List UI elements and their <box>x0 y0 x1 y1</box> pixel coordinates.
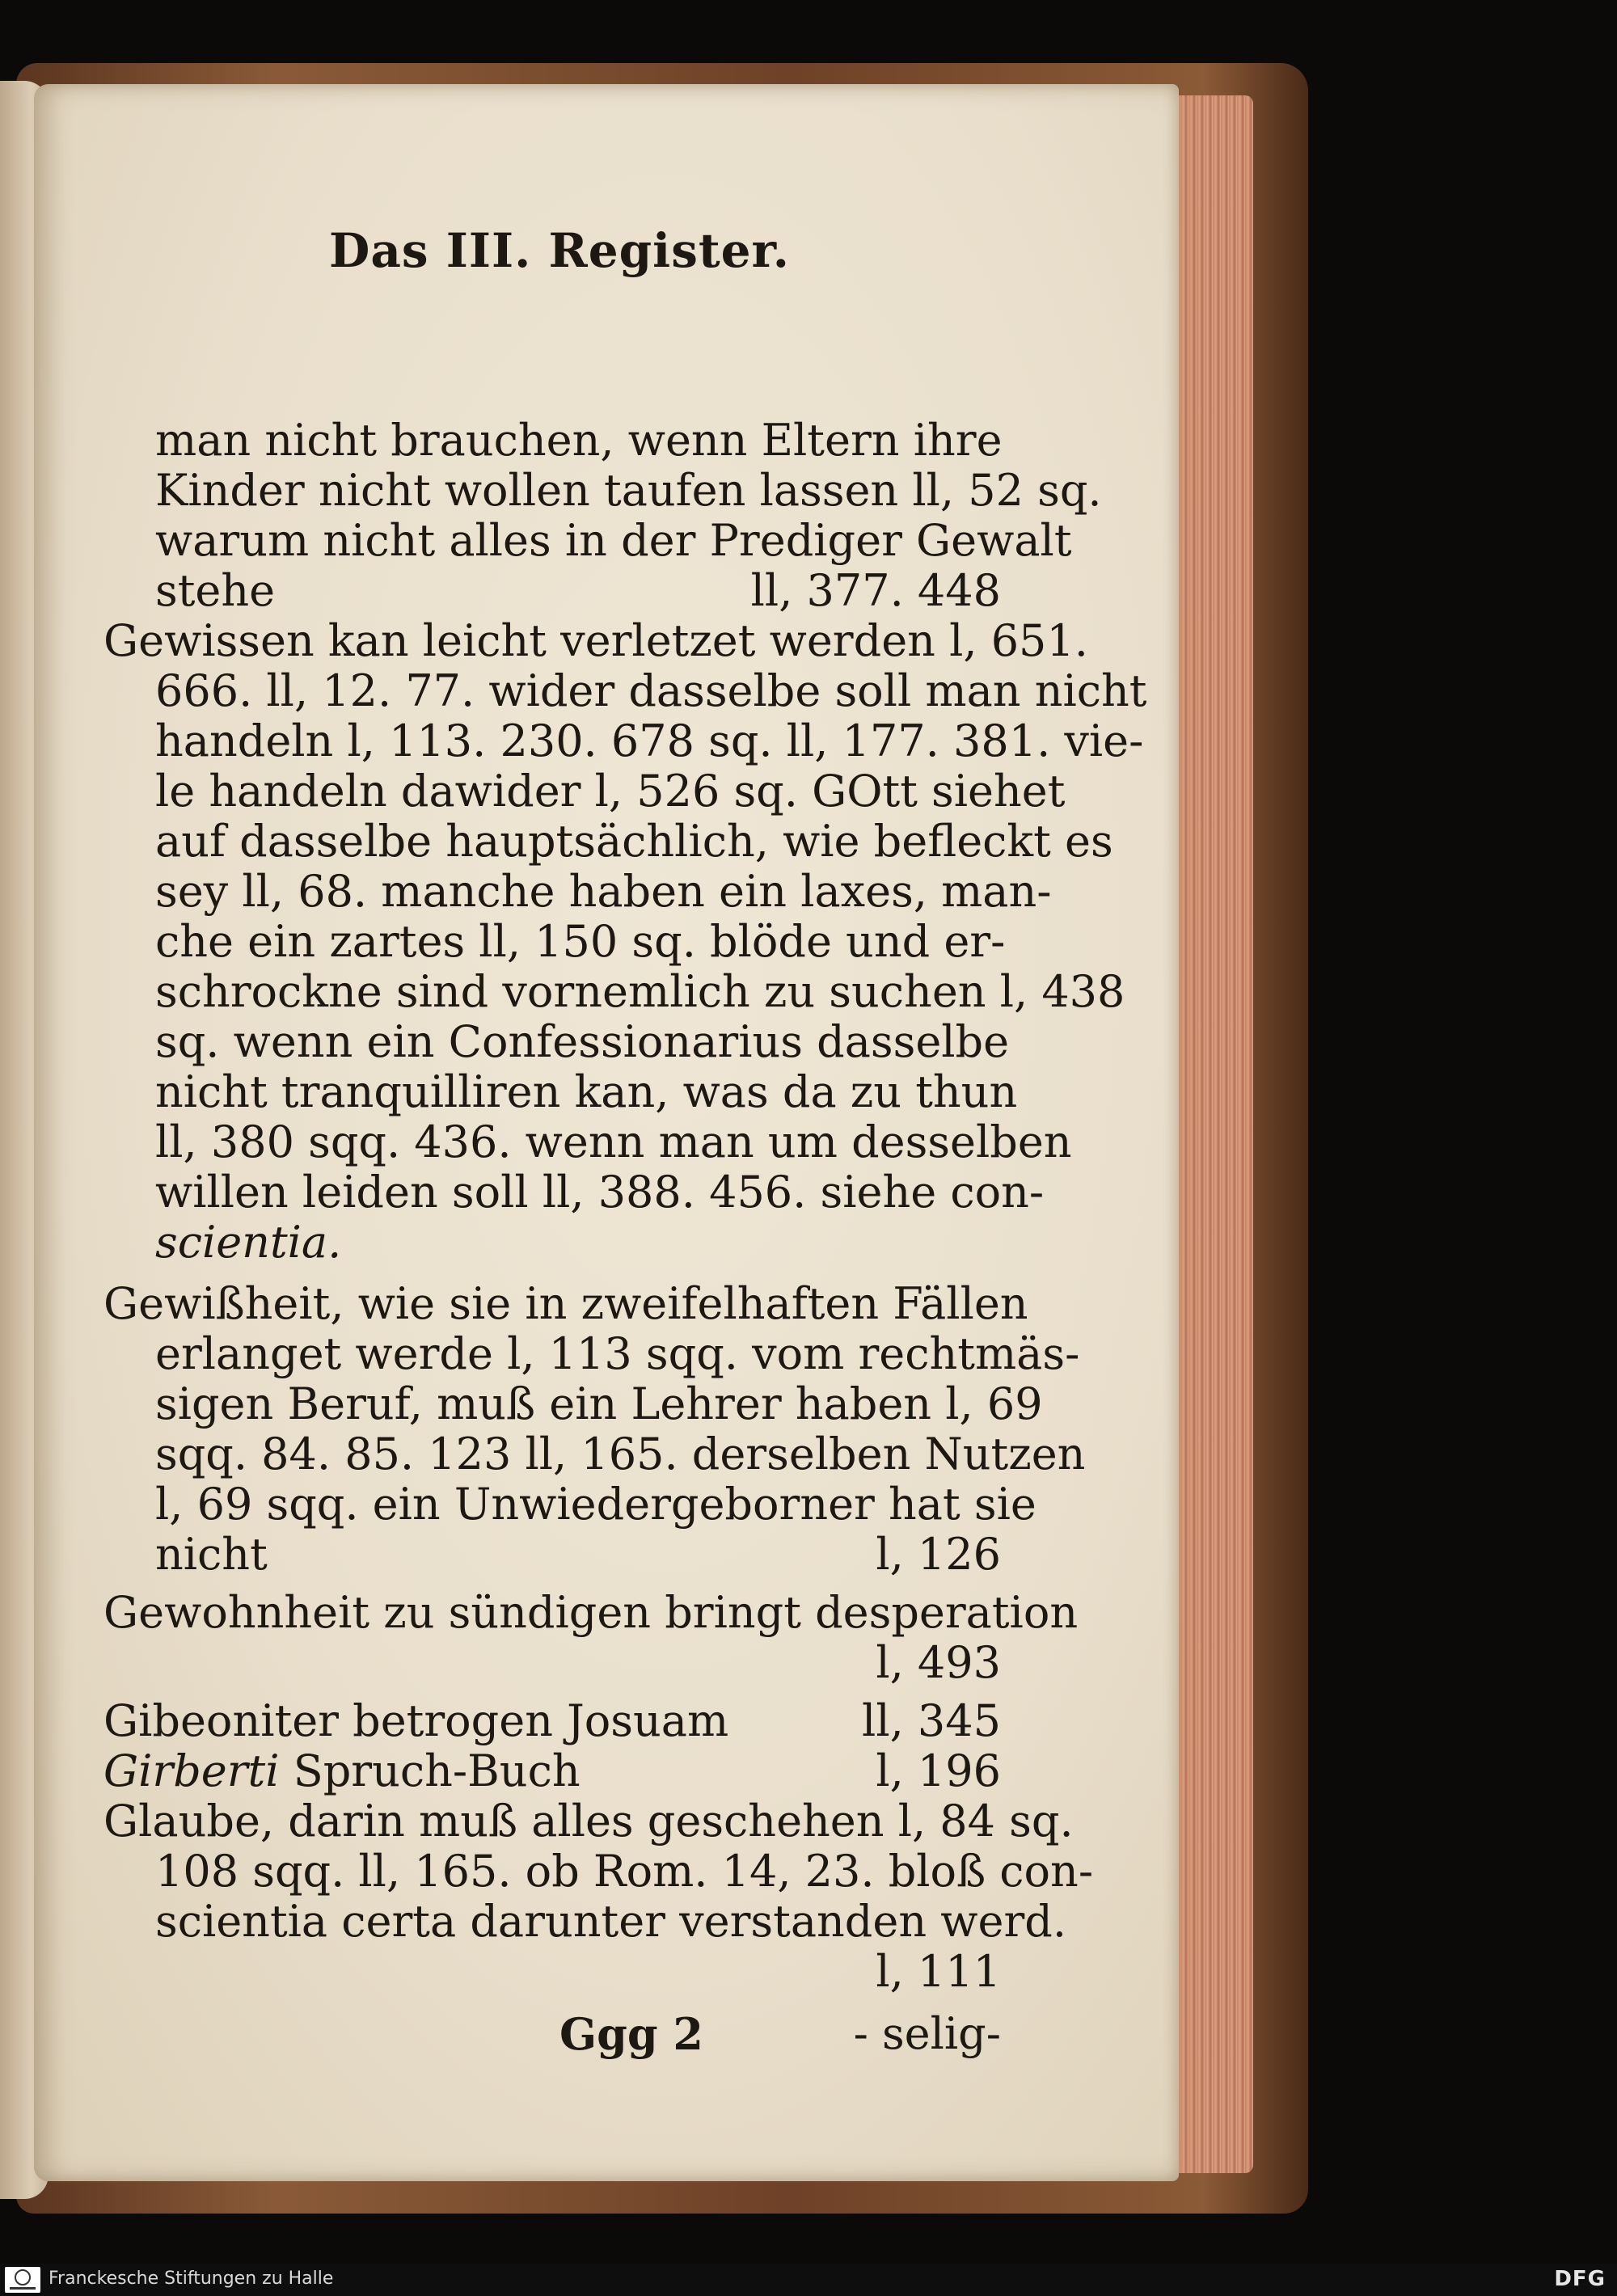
text-line: le handeln dawider l, 526 sq. GOtt siehet <box>155 766 1066 817</box>
page-reference: ll, 377. 448 <box>750 565 1001 616</box>
text-line: Kinder nicht wollen taufen lassen ll, 52 sq. <box>155 465 1102 516</box>
line-left: stehe <box>155 565 276 616</box>
line-left: nicht <box>155 1529 268 1580</box>
text-line: erlanget werde l, 113 sqq. vom rechtmäs- <box>155 1328 1080 1379</box>
catchword: - selig- <box>853 2008 1001 2059</box>
page-footer <box>155 2008 1001 2058</box>
entry-headword-line: Gewissen kan leicht verletzet werden l, 651. <box>103 615 1088 666</box>
headword-italic: Girberti <box>103 1745 280 1796</box>
text-line: l, 69 sqq. ein Unwiedergeborner hat sie <box>155 1479 1036 1530</box>
page-text <box>34 84 1179 2181</box>
text-line: auf dasselbe hauptsächlich, wie befleckt es <box>155 816 1113 867</box>
running-header: Das III. Register. <box>329 223 790 278</box>
text-line: scientia certa darunter verstanden werd. <box>155 1896 1066 1947</box>
text-line: willen leiden soll ll, 388. 456. siehe con- <box>155 1167 1045 1218</box>
headword: Gibeoniter betrogen Josuam <box>103 1695 729 1746</box>
text-line: sigen Beruf, muß ein Lehrer haben l, 69 <box>155 1378 1043 1429</box>
text-line: man nicht brauchen, wenn Eltern ihre <box>155 415 1003 466</box>
book-page <box>34 84 1179 2181</box>
text-line: handeln l, 113. 230. 678 sq. ll, 177. 381. vie- <box>155 715 1144 766</box>
headword <box>103 1746 581 1796</box>
text-line <box>155 1530 1001 1580</box>
entry-headword-line: Gewißheit, wie sie in zweifelhaften Fällen <box>103 1278 1028 1329</box>
page-reference-line: l, 493 <box>876 1637 1001 1688</box>
text-line: 108 sqq. ll, 165. ob Rom. 14, 23. bloß con- <box>155 1846 1094 1897</box>
text-line-italic: scientia. <box>155 1217 342 1268</box>
entry-headword-line: Gewohnheit zu sündigen bringt desperation <box>103 1587 1079 1638</box>
signature-mark: Ggg 2 <box>559 2008 704 2060</box>
text-line: 666. ll, 12. 77. wider dasselbe soll man nicht <box>155 665 1147 716</box>
page-reference: ll, 345 <box>862 1695 1001 1746</box>
bottom-bar <box>0 2264 1617 2296</box>
institution-credit: Franckesche Stiftungen zu Halle <box>49 2269 334 2289</box>
page-reference: l, 196 <box>876 1745 1001 1796</box>
headword-rest: Spruch-Buch <box>279 1745 581 1796</box>
dfg-logo: DFG <box>1554 2267 1606 2291</box>
text-line: sqq. 84. 85. 123 ll, 165. derselben Nutzen <box>155 1429 1086 1479</box>
text-line: che ein zartes ll, 150 sq. blöde und er- <box>155 916 1006 967</box>
text-line: warum nicht alles in der Prediger Gewalt <box>155 515 1072 566</box>
text-line: nicht tranquilliren kan, was da zu thun <box>155 1066 1018 1117</box>
entry-headword-line <box>103 1696 1001 1746</box>
text-line: schrockne sind vornemlich zu suchen l, 438 <box>155 966 1125 1017</box>
francke-logo-icon <box>5 2267 40 2293</box>
text-line <box>155 566 1001 616</box>
page-reference-line: l, 111 <box>876 1946 1001 1997</box>
entry-headword-line: Glaube, darin muß alles geschehen l, 84 sq. <box>103 1796 1074 1847</box>
page-reference: l, 126 <box>876 1529 1001 1580</box>
text-line: sq. wenn ein Confessionarius dasselbe <box>155 1016 1010 1067</box>
entry-headword-line <box>103 1746 1001 1796</box>
text-line: ll, 380 sqq. 436. wenn man um desselben <box>155 1116 1072 1167</box>
text-line: sey ll, 68. manche haben ein laxes, man- <box>155 866 1052 917</box>
